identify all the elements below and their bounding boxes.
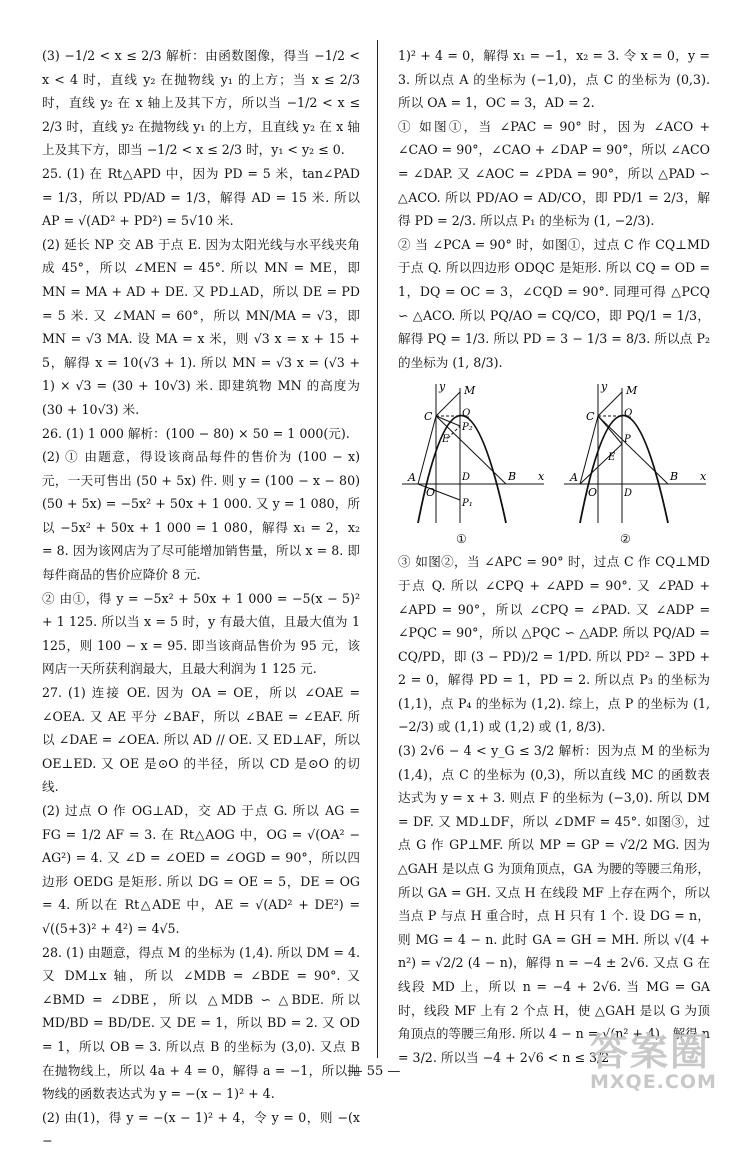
line-ac (418, 416, 436, 484)
answer-28-2-start: (2) 由(1)，得 y = −(x − 1)² + 4，令 y = 0，则 −(x − (42, 1109, 360, 1149)
label-y: y (439, 380, 446, 394)
answer-26-2-1: (2) ① 由题意，得设该商品每件的售价为 (100 − x) 元，一天可售出 (50 + 5x) 件. 则 y = (100 − x − 80)(50 + 5x) = −5x² + 50x + 1 000. 又 y = 1 080，所以 −5x² + 50x + 1 000 = 1 080，解得 x₁ = 2，x₂ = 8. 因为该网店为了尽可能增加销售量，所以 x = 8. 即每件商品的售价应降价 8 元. (42, 449, 360, 583)
label-b: B (508, 470, 517, 484)
label-p: P (624, 434, 631, 446)
line-ap (580, 444, 622, 484)
label-c: C (586, 410, 595, 424)
column-divider (377, 40, 378, 1058)
label-o: O (588, 486, 598, 500)
figure-2 (560, 378, 710, 528)
left-column (42, 44, 360, 1153)
label-p1: P₁ (462, 498, 473, 510)
label-e: E (608, 452, 616, 464)
answer-28-2-case2: ② 当 ∠PCA = 90° 时，如图①，过点 C 作 CQ⊥MD 于点 Q. 所以四边形 ODQC 是矩形. 所以 CQ = OD = 1，DQ = OC = 3，∠CQD = 90°. 同理可得 △PCQ ∽ △ACO. 所以 PQ/AO = CQ/CO，即 PQ/1 = 1/3，解得 PQ = 1/3. 所以 PD = 3 − 1/3 = 8/3. 所以点 P₂ 的坐标为 (1, 8/3). (398, 236, 710, 370)
line-cb (598, 416, 668, 484)
line-ep (448, 426, 460, 438)
label-q: Q (462, 408, 471, 420)
figures-row (398, 378, 710, 546)
label-d: D (624, 488, 633, 500)
watermark-logo: 答案圈 (590, 1030, 711, 1074)
answer-28-2-case1: ① 如图①，当 ∠PAC = 90° 时，因为 ∠ACO + ∠CAO = 90°，∠CAO + ∠DAP = 90°，所以 ∠ACO = ∠DAP. 又 ∠AOC = ∠PDA = 90°，所以 △PAD ∽ △ACO. 所以 PD/AO = AD/CO，即 PD/1 = 2/3，解得 PD = 2/3. 所以点 P₁ 的坐标为 (1, −2/3). (398, 118, 710, 229)
label-y: y (601, 380, 608, 394)
label-m: M (464, 384, 476, 398)
answer-28-2-case3: ③ 如图②，当 ∠APC = 90° 时，过点 C 作 CQ⊥MD 于点 Q. 所以 ∠CPQ + ∠APD = 90°. 又 ∠PAD + ∠APD = 90°，所以 ∠CPQ = ∠PAD. 又 ∠ADP = ∠PQC = 90°，所以 △PQC ∽ △ADP. 所以 PQ/AD = CQ/PD，即 (3 − PD)/2 = 1/PD. 所以 PD² − 3PD + 2 = 0，解得 PD = 1，PD = 2. 所以点 P₃ 的坐标为 (1,1)，点 P₄ 的坐标为 (1,2). 综上，点 P 的坐标为 (1, −2/3) 或 (1,1) 或 (1,2) 或 (1, 8/3). (398, 554, 710, 735)
answer-25-1: 25. (1) 在 Rt△APD 中，因为 PD = 5 米，tan∠PAD = 1/3，所以 PD/AD = 1/3，解得 AD = 15 米. 所以 AP = √(AD² + PD²) = 5√10 米. (42, 165, 360, 229)
answer-28-3: (3) 2√6 − 4 < y_G ≤ 3/2 解析：因为点 M 的坐标为 (1,4)，点 C 的坐标为 (0,3)，所以直线 MC 的函数表达式为 y = x + 3. 则点 F 的坐标为 (−3,0). 所以 DM = DF. 又 MD⊥DF，所以 ∠DMF = 45°. 如图③，过点 G 作 GP⊥MF. 所以 MP = GP = √2/2 MG. 因为 △GAH 是以点 G 为顶角顶点，GA 为腰的等腰三角形，所以 GA = GH. 又点 H 在线段 MF 上存在两个，所以当点 P 与点 H 重合时，点 H 只有 1 个. 设 DG = n，则 MG = 4 − n. 此时 GA = GH = MH. 所以 √(4 + n²) = √2/2 (4 − n)，解得 n = −4 ± 2√6. 又点 G 在线段 MD 上，所以 n = −4 + 2√6. 当 MG = GA 时，线段 MF 上有 2 个点 H，使 △GAH 是以 G 为顶角顶点的等腰三角形. 所以 4 − n = √(n² + 4)，解得 n = 3/2. 所以当 −4 + 2√6 < n ≤ 3/2 (398, 743, 710, 1065)
label-d: D (462, 472, 471, 484)
answer-26-2-2: ② 由①，得 y = −5x² + 50x + 1 000 = −5(x − 5)² + 1 125. 所以当 x = 5 时，y 有最大值，且最大值为 1 125，则 100 − x = 95. 即当该商品售价为 95 元，该网店一天所获利润最大，且最大利润为 1 125 元. (42, 590, 360, 677)
label-a: A (408, 471, 416, 485)
answer-25-2: (2) 延长 NP 交 AB 于点 E. 因为太阳光线与水平线夹角成 45°，所以 ∠MEN = 45°. 所以 MN = ME，即 MN = MA + AD + DE. 又 PD⊥AD，所以 DE = PD = 5 米. 又 ∠MAN = 60°，所以 MN/MA = √3，即 MN = √3 MA. 设 MA = x 米，则 √3 x = x + 15 + 5，解得 x = 10(√3 + 1). 所以 MN = √3 x = (√3 + 1) × √3 = (30 + 10√3) 米. 即建筑物 MN 的高度为 (30 + 10√3) 米. (42, 236, 360, 417)
label-p2: P₂ (462, 422, 473, 434)
label-b: B (670, 470, 679, 484)
label-m: M (626, 384, 638, 398)
answer-28-2-cont: 1)² + 4 = 0，解得 x₁ = −1，x₂ = 3. 令 x = 0，y = 3. 所以点 A 的坐标为 (−1,0)，点 C 的坐标为 (0,3). 所以 OA = 1，OC = 3，AD = 2. (398, 48, 710, 111)
watermark-url: MXQE.COM (590, 1071, 717, 1093)
watermark (590, 1032, 740, 1094)
line-cm (436, 392, 460, 416)
figure-2-caption: ② (620, 532, 631, 547)
line-ac (580, 416, 598, 484)
answer-24-3: (3) −1/2 < x ≤ 2/3 解析：由函数图像，得当 −1/2 < x < 4 时，直线 y₂ 在抛物线 y₁ 的上方；当 x ≤ 2/3 时，直线 y₂ 在 x 轴上及其下方，所以当 −1/2 < x ≤ 2/3 时，直线 y₂ 在抛物线 y₁ 的上方，且直线 y₂ 在 x 轴上及其下方，即当 −1/2 < x ≤ 2/3 时，y₁ < y₂ ≤ 0. (42, 48, 360, 158)
label-a: A (570, 471, 578, 485)
label-x: x (538, 470, 545, 484)
answer-28-1: 28. (1) 由题意，得点 M 的坐标为 (1,4). 所以 DM = 4. 又 DM⊥x 轴，所以 ∠MDB = ∠BDE = 90°. 又 ∠BMD = ∠DBE，所以 △MDB ∽ △BDE. 所以 MD/BD = BD/DE. 又 DE = 1，所以 BD = 2. 又 OD = 1，所以 OB = 3. 所以点 B 的坐标为 (3,0). 又点 B 在抛物线上，所以 4a + 4 = 0，解得 a = −1，所以抛物线的函数表达式为 y = −(x − 1)² + 4. (42, 944, 360, 1102)
label-c: C (424, 410, 433, 424)
label-e: E (442, 434, 450, 446)
answer-27-2: (2) 过点 O 作 OG⊥AD，交 AD 于点 G. 所以 AG = FG = 1/2 AF = 3. 在 Rt△AOG 中，OG = √(OA² − AG²) = 4. 又 ∠D = ∠OED = ∠OGD = 90°，所以四边形 OEDG 是矩形. 所以 DG = OE = 5，DE = OG = 4. 所以在 Rt△ADE 中，AE = √(AD² + DE²) = √((5+3)² + 4²) = 4√5. (42, 803, 360, 936)
label-q: Q (624, 408, 633, 420)
label-x: x (700, 470, 707, 484)
parabola (580, 416, 668, 524)
figure-1 (398, 378, 548, 528)
answer-26-1: 26. (1) 1 000 解析：(100 − 80) × 50 = 1 000(元). (42, 425, 350, 441)
figure-1-caption: ① (456, 532, 467, 547)
right-column (398, 44, 710, 1069)
page-number: — 55 — (349, 1064, 401, 1079)
line-cm (598, 392, 622, 416)
label-o: O (426, 486, 436, 500)
answer-27-1: 27. (1) 连接 OE. 因为 OA = OE，所以 ∠OAE = ∠OEA. 又 AE 平分 ∠BAF，所以 ∠BAE = ∠EAF. 所以 ∠DAE = ∠OEA. 所以 AD // OE. 又 ED⊥AF，所以 OE⊥ED. 又 OE 是⊙O 的半径，所以 CD 是⊙O 的切线. (42, 685, 360, 795)
